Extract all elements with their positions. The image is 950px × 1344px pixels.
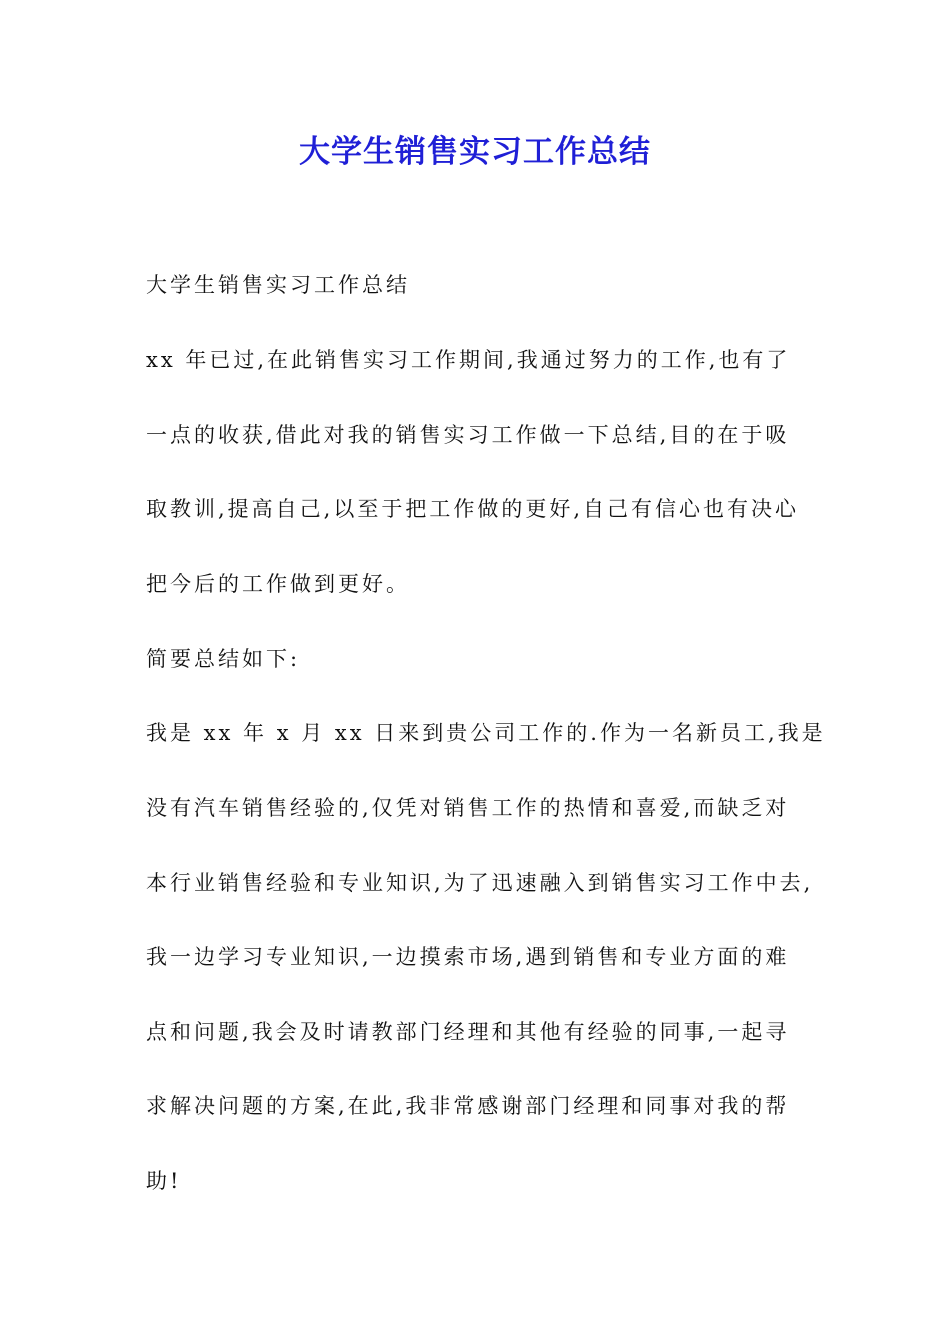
body-line: 把今后的工作做到更好。: [146, 572, 410, 596]
body-line: 我是 xx 年 x 月 xx 日来到贵公司工作的.作为一名新员工,我是: [146, 721, 826, 745]
body-line: 求解决问题的方案,在此,我非常感谢部门经理和同事对我的帮: [146, 1094, 790, 1118]
body-line: 没有汽车销售经验的,仅凭对销售工作的热情和喜爱,而缺乏对: [146, 796, 790, 820]
body-line: 一点的收获,借此对我的销售实习工作做一下总结,目的在于吸: [146, 423, 790, 447]
body-line: 取教训,提高自己,以至于把工作做的更好,自己有信心也有决心: [146, 497, 800, 521]
body-line: 我一边学习专业知识,一边摸索市场,遇到销售和专业方面的难: [146, 945, 790, 969]
document-title: 大学生销售实习工作总结: [299, 134, 651, 170]
body-line: 本行业销售经验和专业知识,为了迅速融入到销售实习工作中去,: [146, 871, 814, 895]
body-line: xx 年已过,在此销售实习工作期间,我通过努力的工作,也有了: [146, 348, 791, 372]
body-line: 助!: [146, 1169, 182, 1193]
body-line: 点和问题,我会及时请教部门经理和其他有经验的同事,一起寻: [146, 1020, 790, 1044]
subtitle-line: 大学生销售实习工作总结: [146, 273, 410, 297]
body-line: 简要总结如下:: [146, 647, 301, 671]
